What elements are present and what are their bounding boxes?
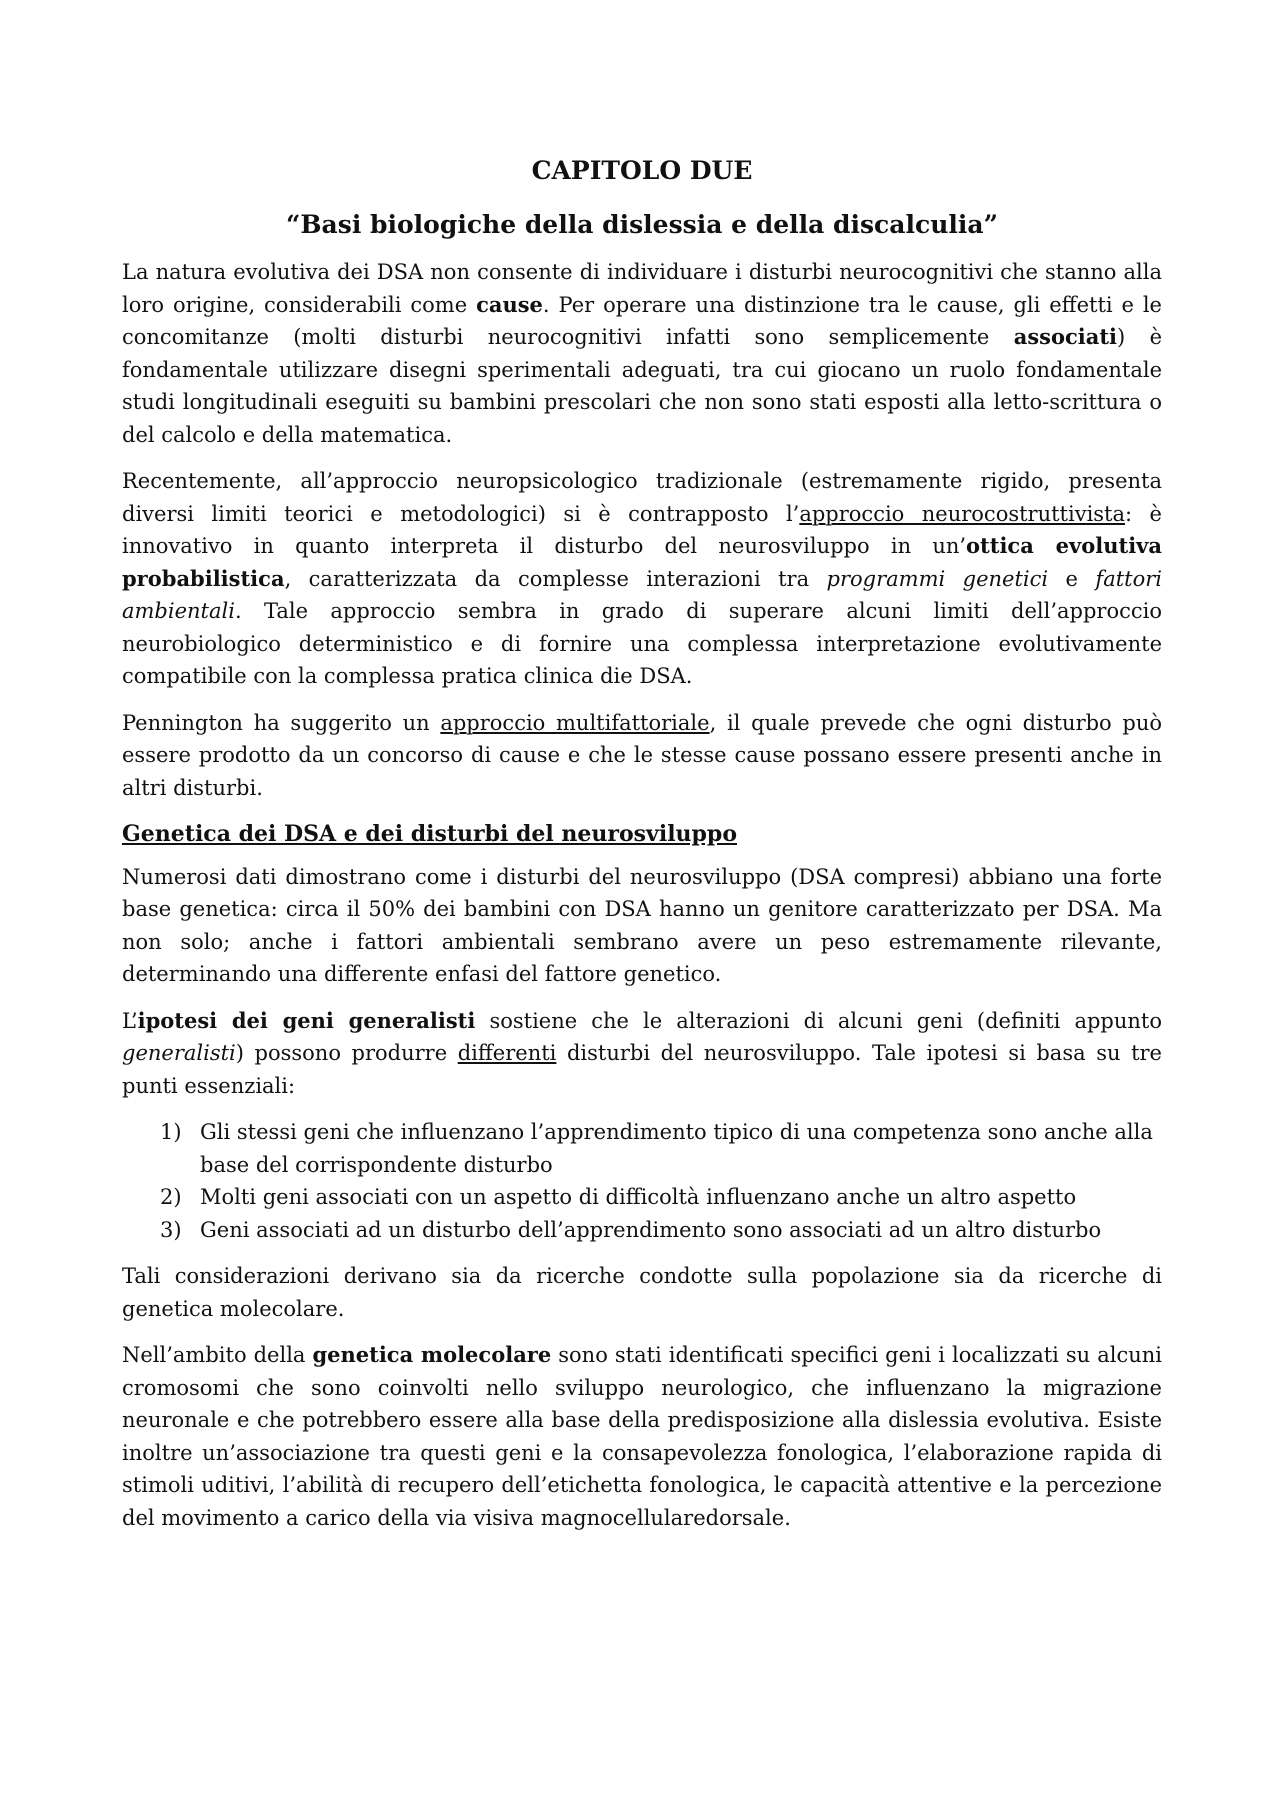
chapter-subtitle: “Basi biologiche della dislessia e della discalculia” bbox=[286, 210, 998, 239]
bold-term-cause: cause bbox=[476, 291, 543, 317]
text-run: : è innovativo in quanto interpreta il disturbo del neurosviluppo in un’ bbox=[122, 501, 1162, 558]
text-run: , caratterizzata da complesse interazioni tra bbox=[284, 566, 827, 591]
italic-term-generalisti: generalisti bbox=[122, 1041, 236, 1065]
numbered-list bbox=[122, 1116, 1162, 1246]
italic-term-fattori-ambientali: fattori ambientali bbox=[122, 566, 1162, 623]
list-item-number: 3) bbox=[160, 1217, 182, 1242]
list-item-text: Gli stessi geni che influenzano l’apprendimento tipico di una competenza sono anche alla base del corrispondente disturbo bbox=[200, 1120, 1153, 1177]
list-item bbox=[122, 1214, 1162, 1247]
underlined-term-differenti: differenti bbox=[457, 1041, 557, 1065]
text-run: . Per operare una distinzione tra le cause, gli effetti e le concomitanze (molti disturbi neurocognitivi infatti sono semplicemente bbox=[122, 292, 1162, 349]
paragraph-5 bbox=[122, 1005, 1162, 1103]
text-run: Recentemente, all’approccio neuropsicologico tradizionale (estremamente rigido, presenta diversi limiti teorici e metodologici) si è contrapposto l’ bbox=[122, 469, 1162, 526]
list-item-number: 2) bbox=[160, 1185, 182, 1209]
paragraph-1 bbox=[122, 256, 1162, 451]
text-run: L’ bbox=[122, 1008, 138, 1033]
paragraph-4: Numerosi dati dimostrano come i disturbi del neurosviluppo (DSA compresi) abbiano una forte base genetica: circa il 50% dei bambini con DSA hanno un genitore caratterizzato per DSA. Ma non solo; anche i fattori ambientali sembrano avere un peso estremamente rilevante, determinando una differente enfasi del fattore genetico. bbox=[122, 864, 1162, 986]
text-run: . Tale approccio sembra in grado di superare alcuni limiti dell’approccio neurobiologico deterministico e di fornire una complessa interpretazione evolutivamente compatibile con la complessa pratica clinica die DSA. bbox=[122, 599, 1162, 688]
bold-term-associati: associati bbox=[1013, 324, 1118, 349]
text-run: e bbox=[1048, 566, 1096, 591]
text-run: sono stati identificati specifici geni i localizzati su alcuni cromosomi che sono coinvolti nello sviluppo neurologico, che influenzano la migrazione neuronale e che potrebbero essere alla base della predisposizione alla dislessia evolutiva. Esiste inoltre un’associazione tra questi geni e la consapevolezza fonologica, l’elaborazione rapida di stimoli uditivi, l’abilità di recupero dell’etichetta fonologica, le capacità attentive e la percezione del movimento a carico della via visiva magnocellularedorsale. bbox=[122, 1343, 1162, 1530]
section-heading: Genetica dei DSA e dei disturbi del neurosviluppo bbox=[122, 821, 737, 847]
paragraph-2 bbox=[122, 465, 1162, 693]
underlined-term-neurocostruttivista: approccio neurocostruttivista bbox=[799, 501, 1126, 526]
bold-term-geni-generalisti: ipotesi dei geni generalisti bbox=[137, 1007, 476, 1033]
paragraph-6: Tali considerazioni derivano sia da ricerche condotte sulla popolazione sia da ricerche di genetica molecolare. bbox=[122, 1264, 1162, 1321]
paragraph-3 bbox=[122, 707, 1162, 805]
text-run: La natura evolutiva dei DSA non consente di individuare i disturbi neurocognitivi che stanno alla loro origine, considerabili come bbox=[122, 260, 1162, 317]
list-item-text: Geni associati ad un disturbo dell’apprendimento sono associati ad un altro disturbo bbox=[200, 1217, 1102, 1242]
paragraph-7 bbox=[122, 1339, 1162, 1534]
text-run: disturbi del neurosviluppo. Tale ipotesi si basa su tre punti essenziali: bbox=[122, 1041, 1162, 1098]
list-item-text: Molti geni associati con un aspetto di difficoltà influenzano anche un altro aspetto bbox=[200, 1185, 1077, 1209]
underlined-term-multifattoriale: approccio multifattoriale bbox=[440, 710, 710, 735]
text-run: ) possono produrre bbox=[235, 1041, 458, 1065]
document-body bbox=[122, 152, 1162, 1548]
list-item bbox=[122, 1116, 1162, 1181]
bold-term-genetica-molecolare: genetica molecolare bbox=[312, 1342, 552, 1367]
bold-term-ottica-evolutiva: ottica evolutiva probabilistica bbox=[122, 533, 1162, 591]
chapter-title: CAPITOLO DUE bbox=[531, 156, 753, 185]
text-run: sostiene che le alterazioni di alcuni geni (definiti appunto bbox=[475, 1008, 1162, 1033]
italic-term-programmi-genetici: programmi genetici bbox=[826, 566, 1049, 591]
text-run: , il quale prevede che ogni disturbo può essere prodotto da un concorso di cause e che le stesse cause possano essere presenti anche in altri disturbi. bbox=[122, 710, 1163, 800]
text-run: Nell’ambito della bbox=[122, 1343, 313, 1367]
text-run: Pennington ha suggerito un bbox=[122, 710, 441, 735]
list-item bbox=[122, 1181, 1162, 1214]
list-item-number: 1) bbox=[160, 1120, 182, 1144]
text-run: ) è fondamentale utilizzare disegni sperimentali adeguati, tra cui giocano un ruolo fondamentale studi longitudinali eseguiti su bambini prescolari che non sono stati esposti alla letto-scrittura o del calcolo e della matematica. bbox=[122, 325, 1163, 447]
